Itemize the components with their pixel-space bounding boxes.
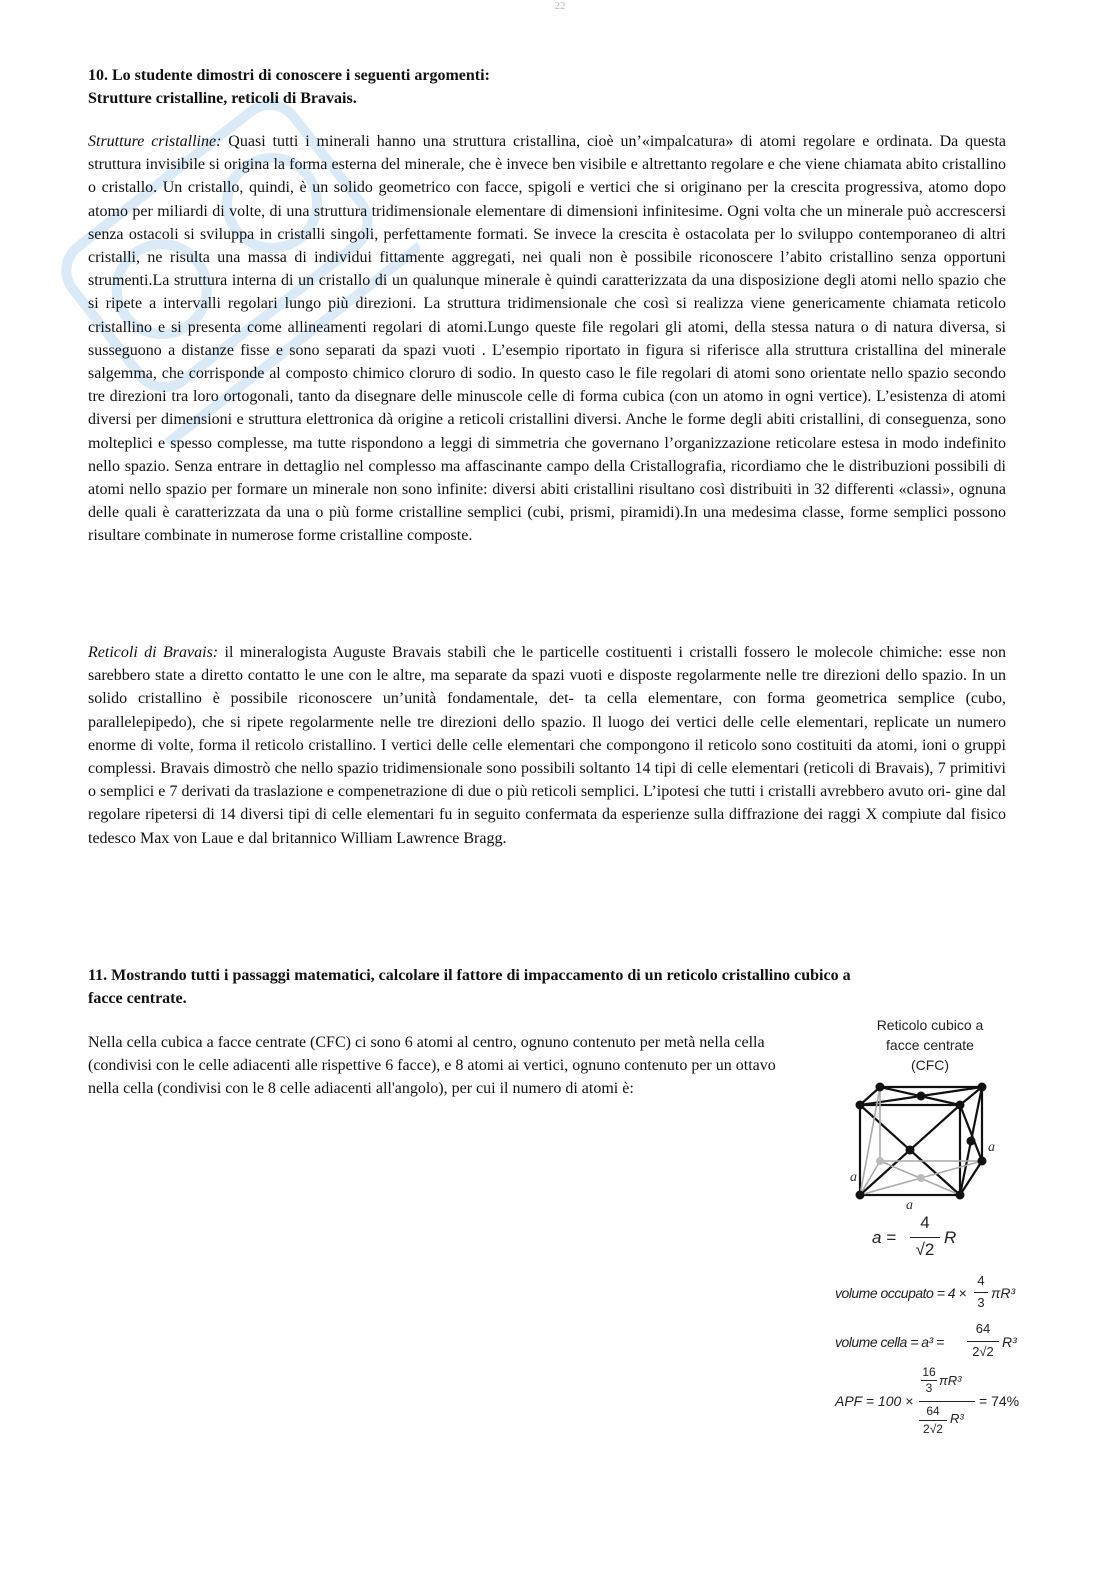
formula3-den: 2√2 xyxy=(972,1344,994,1359)
figure-caption xyxy=(820,1015,1040,1075)
figure-caption-line3: (CFC) xyxy=(910,1057,950,1073)
formula-cell-volume xyxy=(835,1321,1045,1367)
paragraph-reticoli-bravais xyxy=(88,641,1006,850)
fcc-cube-diagram xyxy=(850,1075,1010,1210)
formula3-num: 64 xyxy=(975,1321,991,1336)
formula-apf xyxy=(835,1365,1045,1445)
edge-label-right: a xyxy=(988,1140,995,1155)
question-11-text: Nella cella cubica a facce centrate (CFC) ci sono 6 atomi al centro, ognuno contenuto per metà nella cella (condivisi con le celle adiacenti alle rispettive 6 facce), e 8 atomi ai vertici, ognuno contenuto per un ottavo nella cella (condivisi con le 8 celle adiacenti all'angolo), per cui il numero di atomi è: xyxy=(88,1034,776,1097)
question-11-title-line2: facce centrate. xyxy=(88,990,187,1007)
formula4-result: = 74% xyxy=(979,1393,1020,1409)
paragraph-body-bravais: il mineralogista Auguste Bravais stabilì che le particelle costituenti i cristalli fossero le molecole chimiche: esse non sarebbero state a diretto contatto le une con le altre, ma separate da spazi vuoti e disposte regolarmente nelle tre direzioni dello spazio. In un solido cristallino è possibile riconoscere un’unità fondamentale, det- ta cella elementare, con forma geometrica semplice (cubo, parallelepipedo), che si ripete regolarmente nelle tre direzioni dello spazio. Il luogo dei vertici delle celle elementari, replicate un numero enorme di volte, forma il reticolo cristallino. I vertici delle celle elementari che compongono il reticolo sono costituiti da atomi, ioni o gruppi complessi. Bravais dimostrò che nello spazio tridimensionale sono possibili soltanto 14 tipi di celle elementari (reticoli di Bravais), 7 primitivi o semplici e 7 derivati da traslazione e compenetrazione di due o più reticoli semplici. L’ipotesi che tutti i cristalli avrebbero avuto ori- gine dal regolare ripetersi di 14 diversi tipi di celle elementari fu in seguito confermata da esperienze sulla diffrazione dei raggi X compiute dal fisico tedesco Max von Laue e dal britannico William Lawrence Bragg. xyxy=(88,644,1006,847)
formula-occupied-volume xyxy=(835,1273,1045,1317)
paragraph-lead-strutture: Strutture cristalline: xyxy=(88,133,222,150)
formula1-rhs: R xyxy=(944,1228,957,1247)
formula1-den: √2 xyxy=(915,1240,935,1259)
question-10-title-line1: 10. Lo studente dimostri di conoscere i seguenti argomenti: xyxy=(88,67,490,84)
formula4-top-tail: πR³ xyxy=(939,1373,962,1388)
formula2-lhs: volume occupato = 4 × xyxy=(835,1285,967,1301)
formula4-main-bar xyxy=(919,1401,975,1402)
formula2-num: 4 xyxy=(977,1273,985,1288)
edge-label-left: a xyxy=(850,1170,857,1185)
formula3-rhs: R³ xyxy=(1002,1334,1017,1350)
formula1-bar xyxy=(910,1237,940,1238)
figure-caption-line2: facce centrate xyxy=(886,1037,974,1053)
question-10-title xyxy=(88,64,1028,110)
formula4-bot-tail: R³ xyxy=(950,1411,964,1426)
formula4-bot-num: 64 xyxy=(926,1404,940,1418)
paragraph-strutture-cristalline xyxy=(88,130,1006,548)
formula2-bar xyxy=(974,1292,988,1293)
edge-label-bottom: a xyxy=(906,1198,913,1210)
formula2-rhs: πR³ xyxy=(991,1285,1016,1301)
formula3-lhs: volume cella = a³ = xyxy=(835,1334,944,1350)
formula4-top-den: 3 xyxy=(925,1381,933,1395)
formula3-bar xyxy=(967,1341,999,1342)
question-11-title-line1: 11. Mostrando tutti i passaggi matematici, calcolare il fattore di impaccamento di un reticolo cristallino cubico a xyxy=(88,967,851,984)
formula4-lhs: APF = 100 × xyxy=(835,1393,914,1409)
figure-caption-line1: Reticolo cubico a xyxy=(876,1017,984,1033)
fcc-figure xyxy=(820,1015,1040,1455)
formula2-den: 3 xyxy=(977,1295,985,1310)
paragraph-lead-bravais: Reticoli di Bravais: xyxy=(88,644,219,661)
paragraph-body-strutture: Quasi tutti i minerali hanno una struttura cristallina, cioè un’«impalcatura» di atomi regolare e ordinata. Da questa struttura invisibile si origina la forma esterna del minerale, che è invece ben visibile e altrettanto regolare e che viene chiamata abito cristallino o cristallo. Un cristallo, quindi, è un solido geometrico con facce, spigoli e vertici che si originano per la crescita progressiva, atomo dopo atomo per miliardi di volte, di una struttura tridimensionale elementare di dimensioni infinitesime. Ogni volta che un minerale può accrescersi senza ostacoli si sviluppa in cristalli singoli, perfettamente formati. Se invece la crescita è ostacolata per lo sviluppo contemporaneo di altri cristalli, ne risulta una massa di individui fittamente aggregati, nei quali non è possibile riconoscere l’abito cristallino senza opportuni strumenti.La struttura interna di un cristallo di un qualunque minerale è quindi caratterizzata da una disposizione degli atomi nello spazio che si ripete a intervalli regolari lungo più direzioni. La struttura tridimensionale che così si realizza viene genericamente chiamata reticolo cristallino e si presenta come allineamenti regolari di atomi.Lungo queste file regolari gli atomi, della stessa natura o di natura diversa, si susseguono a distanze fisse e sono separati da spazi vuoti . L’esempio riportato in figura si riferisce alla struttura cristallina del minerale salgemma, che corrisponde al composto chimico cloruro di sodio. In questo caso le file regolari di atomi sono orientate nello spazio secondo tre direzioni tra loro ortogonali, tanto da disegnare delle minuscole celle di forma cubica (con un atomo in ogni vertice). L’esistenza di atomi diversi per dimensioni e struttura elettronica dà origine a reticoli cristallini diversi. Anche le forme degli abiti cristallini, di conseguenza, sono molteplici e spesso complesse, ma tutte rispondono a leggi di simmetria che governano l’organizzazione reticolare estesa in modo indefinito nello spazio. Senza entrare in dettaglio nel complesso ma affascinante campo della Cristallografia, ricordiamo che le distribuzioni possibili di atomi nello spazio per formare un minerale non sono infinite: diversi abiti cristallini risultano così distribuiti in 32 differenti «classi», ognuna delle quali è caratterizzata da una o più forme cristalline semplici (cubi, prismi, piramidi).In una medesima classe, forme semplici possono risultare combinate in numerose forme cristalline composte. xyxy=(88,133,1006,545)
page-number: 22 xyxy=(554,0,566,12)
question-11-title xyxy=(88,964,1028,1010)
formula4-top-num: 16 xyxy=(922,1365,936,1379)
formula4-bot-bar xyxy=(919,1420,947,1421)
formula1-lhs: a = xyxy=(872,1228,897,1247)
question-10-title-line2: Strutture cristalline, reticoli di Bravais. xyxy=(88,90,357,107)
formula4-bot-den: 2√2 xyxy=(923,1422,943,1436)
formula1-num: 4 xyxy=(920,1213,930,1232)
formula-lattice-parameter xyxy=(872,1213,992,1263)
